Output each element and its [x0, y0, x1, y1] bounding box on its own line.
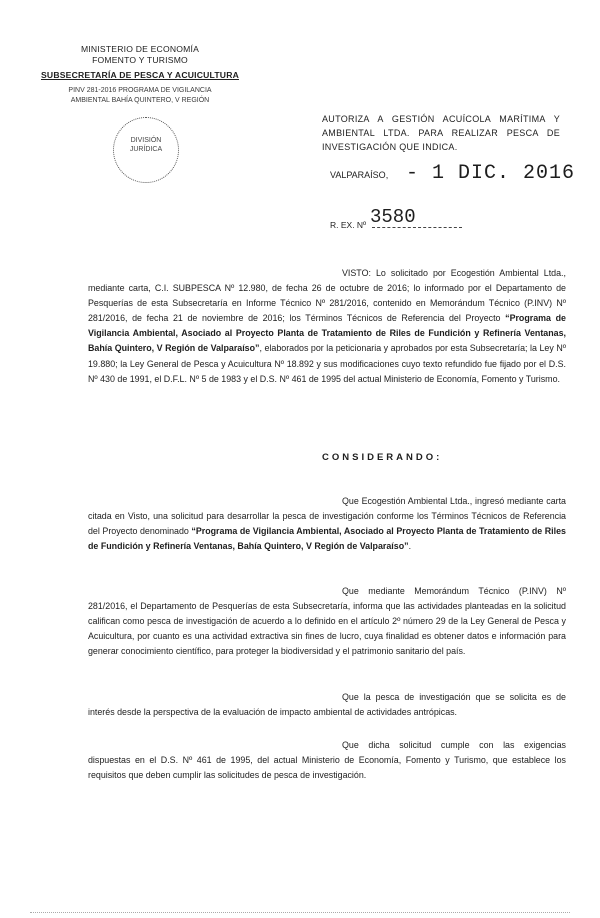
reference-line-2: AMBIENTAL BAHÍA QUINTERO, V REGIÓN — [70, 97, 210, 104]
visto-paragraph — [88, 266, 566, 387]
stamp-line-1: DIVISIÓN — [130, 137, 162, 144]
considerando-1-text-2: . — [408, 541, 412, 552]
considerando-heading: CONSIDERANDO: — [322, 452, 443, 463]
ministry-name: MINISTERIO DE ECONOMÍA — [80, 44, 200, 54]
resolution-label: R. EX. Nº — [330, 220, 367, 230]
considerando-1-project-name: “Programa de Vigilancia Ambiental, Asociado al Proyecto Planta de Tratamiento de Riles de Fundición y Refinería Ventanas, Bahía Quintero, V Región de Valparaíso” — [88, 526, 566, 552]
stamp-line-2: JURÍDICA — [129, 146, 163, 153]
visto-project-name: “Programa de Vigilancia Ambiental, Asociado al Proyecto Planta de Tratamiento de Riles de Fundición y Refinería Ventanas, Bahía Quintero, V Región de Valparaíso” — [88, 313, 566, 354]
footer-divider — [30, 912, 570, 913]
subsecretaria-name: SUBSECRETARÍA DE PESCA Y ACUICULTURA — [40, 70, 240, 80]
date-stamp: - 1 DIC. 2016 — [406, 162, 576, 185]
resolution-subject: AUTORIZA A GESTIÓN ACUÍCOLA MARÍTIMA Y AMBIENTAL LTDA. PARA REALIZAR PESCA DE INVESTIGACIÓN QUE INDICA. — [322, 114, 560, 152]
resolution-number: 3580 — [370, 206, 416, 228]
ministry-subtitle: FOMENTO Y TURISMO — [92, 55, 188, 65]
reference-line-1: PINV 281-2016 PROGRAMA DE VIGILANCIA — [68, 87, 212, 94]
division-juridica-stamp — [113, 117, 179, 183]
considerando-paragraph-3: Que la pesca de investigación que se solicita es de interés desde la perspectiva de la evaluación de impacto ambiental de actividades antrópicas. — [88, 692, 566, 718]
considerando-1-text-1: Que Ecogestión Ambiental Ltda., ingresó mediante carta citada en Visto, una solicitud para desarrollar la pesca de investigación conforme los Términos Técnicos de Referencia del Proyecto denominado — [88, 496, 566, 537]
visto-text-2: , elaborados por la peticionaria y aprobados por esta Subsecretaría; la Ley Nº 19.880; la Ley General de Pesca y Acuicultura Nº 18.892 y sus modificaciones cuyo texto refundido fue fijado por el D.S. Nº 430 de 1991, el D.F.L. Nº 5 de 1983 y el D.S. Nº 461 de 1995 del actual Ministerio de Economía, Fomento y Turismo. — [88, 343, 566, 384]
resolution-underline — [372, 227, 462, 228]
considerando-paragraph-2: Que mediante Memorándum Técnico (P.INV) Nº 281/2016, el Departamento de Pesquerías de esta Subsecretaría, informa que las actividades planteadas en la solicitud califican como pesca de investigación de acuerdo a lo definido en el artículo 2º número 29 de la Ley General de Pesca y Acuicultura, por cuanto es una actividad extractiva sin fines de lucro, cuya finalidad es obtener datos e información para generar conocimiento científico, para proteger la biodiversidad y el patrimonio sanitario del país. — [88, 586, 566, 657]
visto-label: VISTO: — [342, 268, 371, 278]
considerando-paragraph-1 — [88, 494, 566, 554]
considerando-paragraph-4: Que dicha solicitud cumple con las exigencias dispuestas en el D.S. Nº 461 de 1995, del actual Ministerio de Economía, Fomento y Turismo, que establece los requisitos que deben cumplir las solicitudes de pesca de investigación. — [88, 740, 566, 781]
date-city: VALPARAÍSO, — [330, 170, 389, 180]
visto-text-1: Lo solicitado por Ecogestión Ambiental Ltda., mediante carta, C.I. SUBPESCA Nº 12.980, de fecha 26 de octubre de 2016; lo informado por el Departamento de Pesquerías de esta Subsecretaría en Informe Técnico Nº 281/2016, contenido en Memorándum Técnico (P.INV) Nº 281/2016, de fecha 21 de noviembre de 2016; los Términos Técnicos de Referencia del Proyecto — [88, 268, 566, 324]
